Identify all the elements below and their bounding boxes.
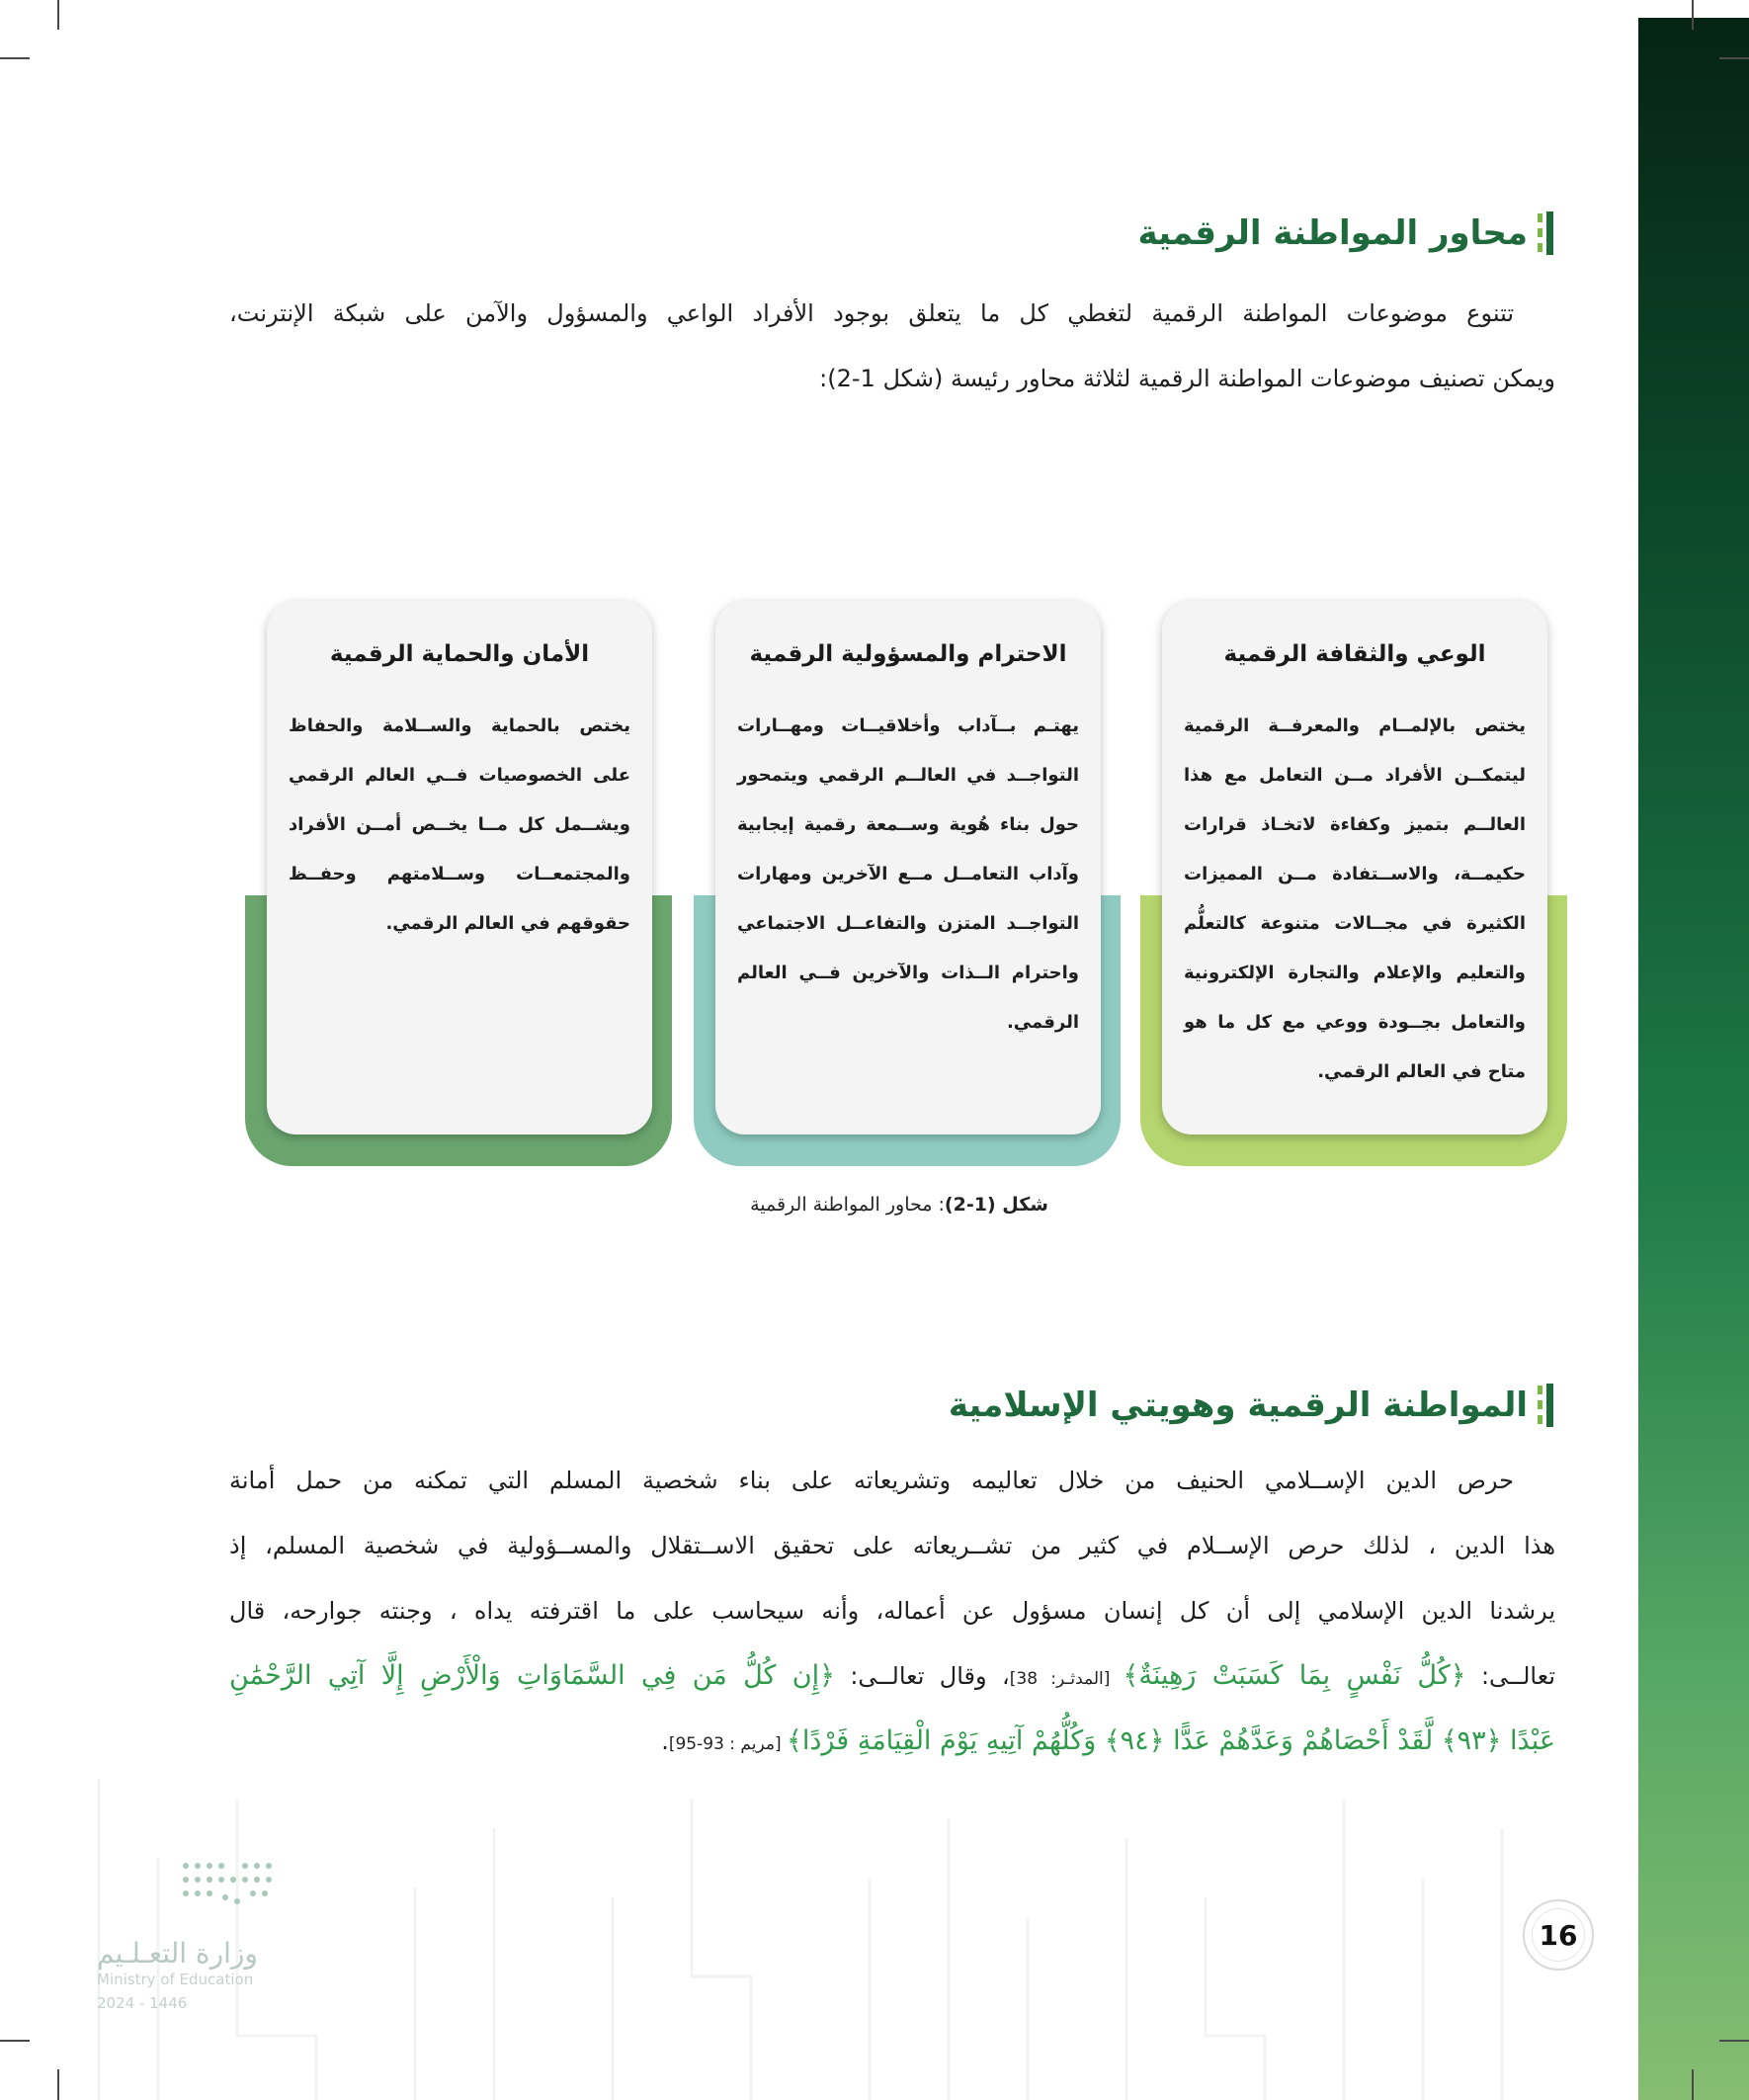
card-line: يختص بالإلمــام والمعرفــة الرقمية (1184, 715, 1526, 736)
logo-dots-icon (97, 1858, 275, 1917)
section-heading-islamic-identity (949, 1384, 1553, 1427)
logo-english-text: Ministry of Education (97, 1971, 254, 1988)
figure-caption-text: : محاور المواطنة الرقمية (750, 1194, 945, 1216)
section-heading-digital-citizenship-axes (1137, 211, 1553, 255)
verse-reference: [مريم : 93-95] (668, 1734, 787, 1754)
card-respect-responsibility (694, 593, 1121, 1166)
verse-line (229, 1643, 1555, 1709)
logo-arabic-text: وزارة التعـلـيم (97, 1937, 258, 1970)
paragraph-line: ويمكن تصنيف موضوعات المواطنة الرقمية لثلاثة محاور رئيسة (شكل 1-2): (819, 365, 1555, 392)
green-side-strip (1638, 18, 1749, 2100)
card-line: وآداب التعامــل مــع الآخرين ومهارات (737, 864, 1079, 884)
crop-mark (0, 2040, 30, 2042)
page-number (1523, 1899, 1594, 1971)
card-line: حقوقهم في العالم الرقمي. (385, 913, 630, 934)
card-line: على الخصوصيات فــي العالم الرقمي (289, 765, 630, 786)
card-line: والتعليم والإعلام والتجارة الإلكترونية (1184, 963, 1526, 983)
crop-mark (1719, 2040, 1749, 2042)
card-awareness-culture (1140, 593, 1567, 1166)
card-line: واحترام الــذات والآخرين فــي العالم (737, 963, 1079, 983)
crop-mark (0, 57, 30, 59)
card-line: التواجــد المتزن والتفاعــل الاجتماعي (737, 913, 1079, 934)
card-line: متاح في العالم الرقمي. (1317, 1061, 1526, 1082)
figure-label: شكل (1-2) (944, 1194, 1048, 1216)
intro-paragraph (229, 281, 1555, 411)
figure-caption (553, 1194, 1245, 1216)
paragraph-line: يرشدنا الدين الإسلامي إلى أن كل إنسان مسؤول عن أعماله، وأنه سيحاسب على ما اقترفته يداه ، وجنته جوارحه، قال (229, 1597, 1555, 1625)
card-body (267, 601, 652, 1134)
page-number-text: 16 (1539, 1918, 1578, 1952)
crop-mark (1719, 57, 1749, 59)
verse-line (229, 1709, 1555, 1774)
card-line: حول بناء هُوية وســمعة رقمية إيجابية (737, 814, 1079, 835)
crop-mark (1692, 2069, 1694, 2100)
quran-verse: ﴿كُلُّ نَفْسٍ بِمَا كَسَبَتْ رَهِينَةٌ﴾ (1123, 1660, 1466, 1691)
heading-bar-icon (1538, 1384, 1553, 1427)
paragraph-line: حرص الدين الإســلامي الحنيف من خلال تعاليمه وتشريعاته على بناء شخصية المسلم التي تمكنه من حمل أمانة (229, 1467, 1514, 1494)
card-line: والمجتمعــات وســلامتهم وحفــظ (289, 864, 630, 884)
islamic-identity-paragraph (229, 1448, 1555, 1774)
section-title: محاور المواطنة الرقمية (1137, 213, 1528, 253)
card-line: العالــم بتميز وكفاءة لاتخـاذ قرارات (1184, 814, 1526, 835)
crop-mark (1692, 0, 1694, 30)
section-title: المواطنة الرقمية وهويتي الإسلامية (948, 1386, 1528, 1425)
card-line: الرقمي. (1006, 1012, 1079, 1033)
quran-verse: ﴿إِن كُلُّ مَن فِي السَّمَاوَاتِ وَالْأَرْضِ إِلَّا آتِي الرَّحْمَٰنِ (229, 1660, 835, 1691)
ministry-logo (97, 1858, 294, 2016)
card-line: ليتمكــن الأفراد مــن التعامل مع هذا (1184, 765, 1526, 786)
card-line: والتعامل بجــودة ووعي مع كل ما هو (1184, 1012, 1526, 1033)
card-safety-protection (245, 593, 672, 1166)
paragraph-line: هذا الدين ، لذلك حرص الإســلام في كثير من تشــريعاته على تحقيق الاســتقلال والمســؤولية في شخصية المسلم، إذ (229, 1532, 1555, 1559)
card-line: التواجــد في العالــم الرقمي ويتمحور (737, 765, 1079, 786)
card-title: الوعي والثقافة الرقمية (1223, 641, 1486, 667)
card-body (715, 601, 1101, 1134)
card-line: ويشــمل كل مــا يخــص أمــن الأفراد (289, 814, 630, 835)
paragraph-line: تتنوع موضوعات المواطنة الرقمية لتغطي كل ما يتعلق بوجود الأفراد الواعي والمسؤول والآمن على شبكة الإنترنت، (229, 299, 1514, 327)
verse-reference: [المدثـر: 38] (1009, 1669, 1124, 1689)
card-title: الأمان والحماية الرقمية (329, 641, 590, 667)
verse-connector: ، وقال تعالــى: (834, 1662, 1010, 1690)
verse-end: . (661, 1727, 669, 1755)
quran-verse: عَبْدًا ﴿٩٣﴾ لَّقَدْ أَحْصَاهُمْ وَعَدَّهُمْ عَدًّا ﴿٩٤﴾ وَكُلُّهُمْ آتِيهِ يَوْمَ الْقِيَامَةِ فَرْدًا﴾ (787, 1725, 1555, 1756)
card-body (1162, 601, 1547, 1134)
card-line: يختص بالحماية والســلامة والحفاظ (289, 715, 630, 736)
card-line: يهتـم بــآداب وأخلاقيــات ومهــارات (737, 715, 1079, 736)
verse-lead: تعالــى: (1465, 1662, 1555, 1690)
logo-year-text: 2024 - 1446 (97, 1994, 188, 2012)
crop-mark (57, 0, 59, 30)
card-line: الكثيرة في مجــالات متنوعة كالتعلُّم (1184, 913, 1526, 934)
card-line: حكيمــة، والاســتفادة مــن المميزات (1184, 864, 1526, 884)
card-title: الاحترام والمسؤولية الرقمية (749, 641, 1067, 667)
heading-bar-icon (1538, 211, 1553, 255)
